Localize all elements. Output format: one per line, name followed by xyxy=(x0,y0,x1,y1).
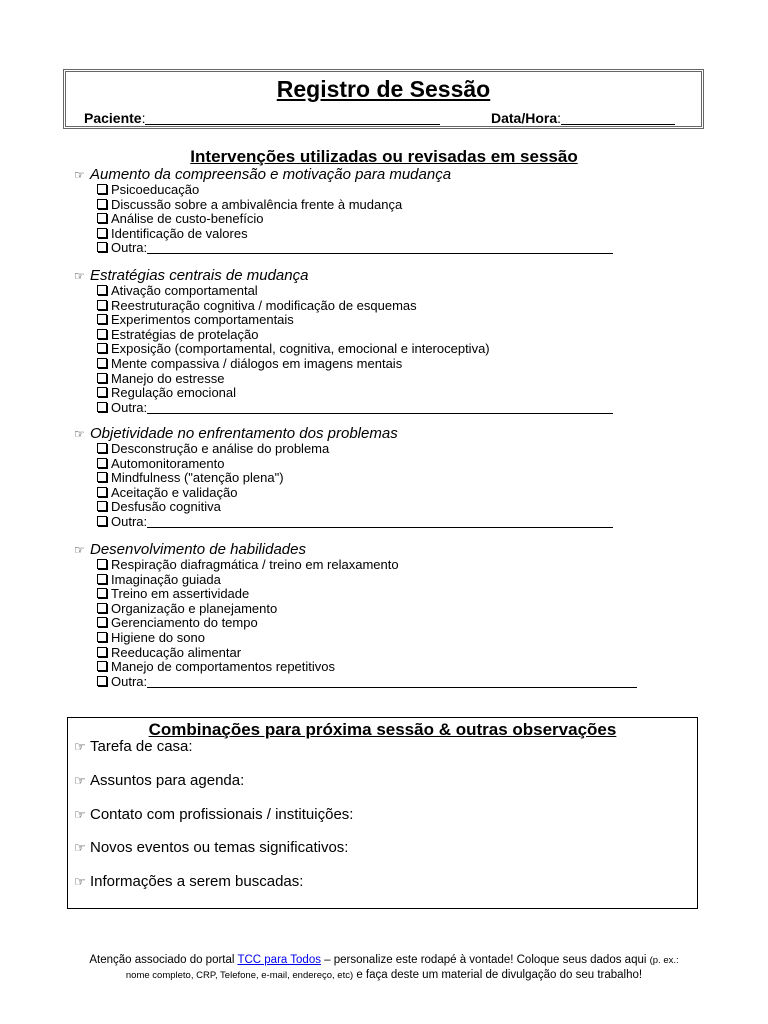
checkbox-label: Discussão sobre a ambivalência frente à mudança xyxy=(111,196,403,212)
footer-text: e faça deste um material de divulgação do seu trabalho! xyxy=(353,969,643,981)
checkbox-icon[interactable] xyxy=(97,314,107,324)
checkbox-item[interactable] xyxy=(97,457,714,472)
checkbox-label: Experimentos comportamentais xyxy=(111,312,294,328)
pointing-hand-icon: ☞ xyxy=(74,168,85,182)
page-title: Registro de Sessão xyxy=(276,76,491,102)
checkbox-label: Outra: xyxy=(111,240,148,256)
group-title xyxy=(74,166,714,183)
checkbox-label: Organização e planejamento xyxy=(111,600,278,616)
checkbox-item[interactable] xyxy=(97,486,714,501)
checkbox-icon[interactable] xyxy=(97,458,107,468)
checkbox-item[interactable] xyxy=(97,342,714,357)
intervention-group xyxy=(74,267,714,415)
checkbox-label: Outra: xyxy=(111,513,148,529)
checkbox-icon[interactable] xyxy=(97,632,107,642)
checkbox-item[interactable] xyxy=(97,616,714,631)
observation-item[interactable] xyxy=(74,806,353,823)
intervention-group xyxy=(74,425,714,530)
checkbox-icon[interactable] xyxy=(97,647,107,657)
checkbox-item-other[interactable] xyxy=(97,241,714,256)
checkbox-icon[interactable] xyxy=(97,358,107,368)
patient-label: Paciente xyxy=(84,110,142,126)
footer-link[interactable]: TCC para Todos xyxy=(237,954,321,966)
checkbox-item[interactable] xyxy=(97,646,714,661)
group-title-text: Estratégias centrais de mudança xyxy=(90,267,309,284)
checkbox-item[interactable] xyxy=(97,198,714,213)
date-label: Data/Hora xyxy=(491,110,558,126)
checkbox-label: Outra: xyxy=(111,399,148,415)
checkbox-item[interactable] xyxy=(97,357,714,372)
checkbox-item[interactable] xyxy=(97,313,714,328)
other-blank[interactable] xyxy=(147,675,637,688)
checkbox-item[interactable] xyxy=(97,227,714,242)
checkbox-item[interactable] xyxy=(97,500,714,515)
checkbox-icon[interactable] xyxy=(97,574,107,584)
checkbox-item[interactable] xyxy=(97,660,714,675)
checkbox-label: Outra: xyxy=(111,673,148,689)
checkbox-icon[interactable] xyxy=(97,487,107,497)
footer-small-text: nome completo, CRP, Telefone, e-mail, endereço, etc) xyxy=(125,970,354,981)
date-field: Data/Hora: xyxy=(491,110,675,126)
checkbox-icon[interactable] xyxy=(97,343,107,353)
pointing-hand-icon: ☞ xyxy=(74,840,86,855)
checkbox-item[interactable] xyxy=(97,183,714,198)
checkbox-label: Desconstrução e análise do problema xyxy=(111,441,330,456)
checkbox-item-other[interactable] xyxy=(97,515,714,530)
group-title xyxy=(74,425,714,442)
pointing-hand-icon: ☞ xyxy=(74,269,85,283)
checkbox-label: Higiene do sono xyxy=(111,629,205,645)
checkbox-label: Treino em assertividade xyxy=(111,586,250,602)
checkbox-item[interactable] xyxy=(97,573,714,588)
checkbox-icon[interactable] xyxy=(97,603,107,613)
checkbox-item[interactable] xyxy=(97,284,714,299)
checkbox-item[interactable] xyxy=(97,372,714,387)
checkbox-icon[interactable] xyxy=(97,661,107,671)
checkbox-item[interactable] xyxy=(97,558,714,573)
checkbox-label: Imaginação guiada xyxy=(111,571,221,587)
pointing-hand-icon: ☞ xyxy=(74,739,86,754)
checkbox-label: Ativação comportamental xyxy=(111,283,258,298)
checkbox-label: Gerenciamento do tempo xyxy=(111,615,258,631)
group-title xyxy=(74,541,714,558)
checkbox-icon[interactable] xyxy=(97,184,107,194)
intervention-group xyxy=(74,166,714,256)
checkbox-item[interactable] xyxy=(97,386,714,401)
group-title-text: Desenvolvimento de habilidades xyxy=(90,541,306,558)
checkbox-item[interactable] xyxy=(97,442,714,457)
pointing-hand-icon: ☞ xyxy=(74,427,85,441)
checkbox-label: Exposição (comportamental, cognitiva, emocional e interoceptiva) xyxy=(111,341,490,357)
checkbox-label: Automonitoramento xyxy=(111,455,225,471)
checkbox-icon[interactable] xyxy=(97,387,107,397)
checkbox-item[interactable] xyxy=(97,328,714,343)
checkbox-label: Reestruturação cognitiva / modificação de esquemas xyxy=(111,297,417,313)
checkbox-icon[interactable] xyxy=(97,242,107,252)
checkbox-label: Reeducação alimentar xyxy=(111,644,242,660)
observation-item[interactable] xyxy=(74,839,348,856)
group-title xyxy=(74,267,714,284)
checkbox-label: Análise de custo-benefício xyxy=(111,211,264,227)
checkbox-item-other[interactable] xyxy=(97,675,714,690)
checkbox-item[interactable] xyxy=(97,299,714,314)
checkbox-icon[interactable] xyxy=(97,329,107,339)
checkbox-label: Respiração diafragmática / treino em relaxamento xyxy=(111,557,399,572)
checkbox-label: Manejo do estresse xyxy=(111,370,225,386)
pointing-hand-icon: ☞ xyxy=(74,874,86,889)
footer-small-text: (p. ex.: xyxy=(649,955,679,966)
footer xyxy=(40,953,728,983)
checkbox-icon[interactable] xyxy=(97,516,107,526)
observation-label: Novos eventos ou temas significativos: xyxy=(90,839,349,856)
footer-text: Atenção associado do portal xyxy=(89,954,238,966)
observation-item[interactable] xyxy=(74,873,303,890)
checkbox-label: Aceitação e validação xyxy=(111,484,238,500)
observation-label: Assuntos para agenda: xyxy=(90,772,245,789)
observation-label: Informações a serem buscadas: xyxy=(90,873,304,890)
checkbox-icon[interactable] xyxy=(97,228,107,238)
date-blank[interactable] xyxy=(561,112,675,125)
observations-box xyxy=(67,717,698,909)
checkbox-icon[interactable] xyxy=(97,199,107,209)
footer-text: – personalize este rodapé à vontade! Coloque seus dados aqui xyxy=(320,954,650,966)
checkbox-label: Mente compassiva / diálogos em imagens mentais xyxy=(111,355,403,371)
group-title-text: Objetividade no enfrentamento dos problemas xyxy=(90,425,398,442)
pointing-hand-icon: ☞ xyxy=(74,807,86,822)
observation-label: Tarefa de casa: xyxy=(90,738,193,755)
checkbox-icon[interactable] xyxy=(97,373,107,383)
checkbox-item[interactable] xyxy=(97,471,714,486)
checkbox-icon[interactable] xyxy=(97,588,107,598)
checkbox-icon[interactable] xyxy=(97,617,107,627)
pointing-hand-icon: ☞ xyxy=(74,773,86,788)
checkbox-label: Identificação de valores xyxy=(111,225,248,241)
intervention-group xyxy=(74,541,714,689)
checkbox-label: Desfusão cognitiva xyxy=(111,499,221,515)
checkbox-icon[interactable] xyxy=(97,676,107,686)
other-blank[interactable] xyxy=(147,401,613,414)
observation-item[interactable] xyxy=(74,772,244,789)
checkbox-icon[interactable] xyxy=(97,472,107,482)
observations-heading: Combinações para próxima sessão & outras observações xyxy=(148,720,617,739)
checkbox-label: Regulação emocional xyxy=(111,385,237,401)
checkbox-label: Estratégias de protelação xyxy=(111,326,259,342)
checkbox-item[interactable] xyxy=(97,587,714,602)
checkbox-icon[interactable] xyxy=(97,285,107,295)
checkbox-label: Manejo de comportamentos repetitivos xyxy=(111,659,336,675)
checkbox-item-other[interactable] xyxy=(97,401,714,416)
patient-blank[interactable] xyxy=(145,112,440,125)
group-title-text: Aumento da compreensão e motivação para mudança xyxy=(90,166,452,183)
checkbox-icon[interactable] xyxy=(97,443,107,453)
checkbox-label: Psicoeducação xyxy=(111,182,200,197)
checkbox-item[interactable] xyxy=(97,212,714,227)
checkbox-label: Mindfulness ("atenção plena") xyxy=(111,470,284,486)
other-blank[interactable] xyxy=(147,515,613,528)
checkbox-icon[interactable] xyxy=(97,402,107,412)
checkbox-item[interactable] xyxy=(97,602,714,617)
checkbox-icon[interactable] xyxy=(97,300,107,310)
checkbox-icon[interactable] xyxy=(97,559,107,569)
patient-field: Paciente: xyxy=(84,110,440,126)
checkbox-icon[interactable] xyxy=(97,501,107,511)
other-blank[interactable] xyxy=(147,241,613,254)
observation-label: Contato com profissionais / instituições: xyxy=(90,806,354,823)
checkbox-item[interactable] xyxy=(97,631,714,646)
header-box xyxy=(63,69,704,129)
interventions-heading: Intervenções utilizadas ou revisadas em sessão xyxy=(190,147,578,166)
checkbox-icon[interactable] xyxy=(97,213,107,223)
pointing-hand-icon: ☞ xyxy=(74,543,85,557)
observation-item[interactable] xyxy=(74,738,193,755)
